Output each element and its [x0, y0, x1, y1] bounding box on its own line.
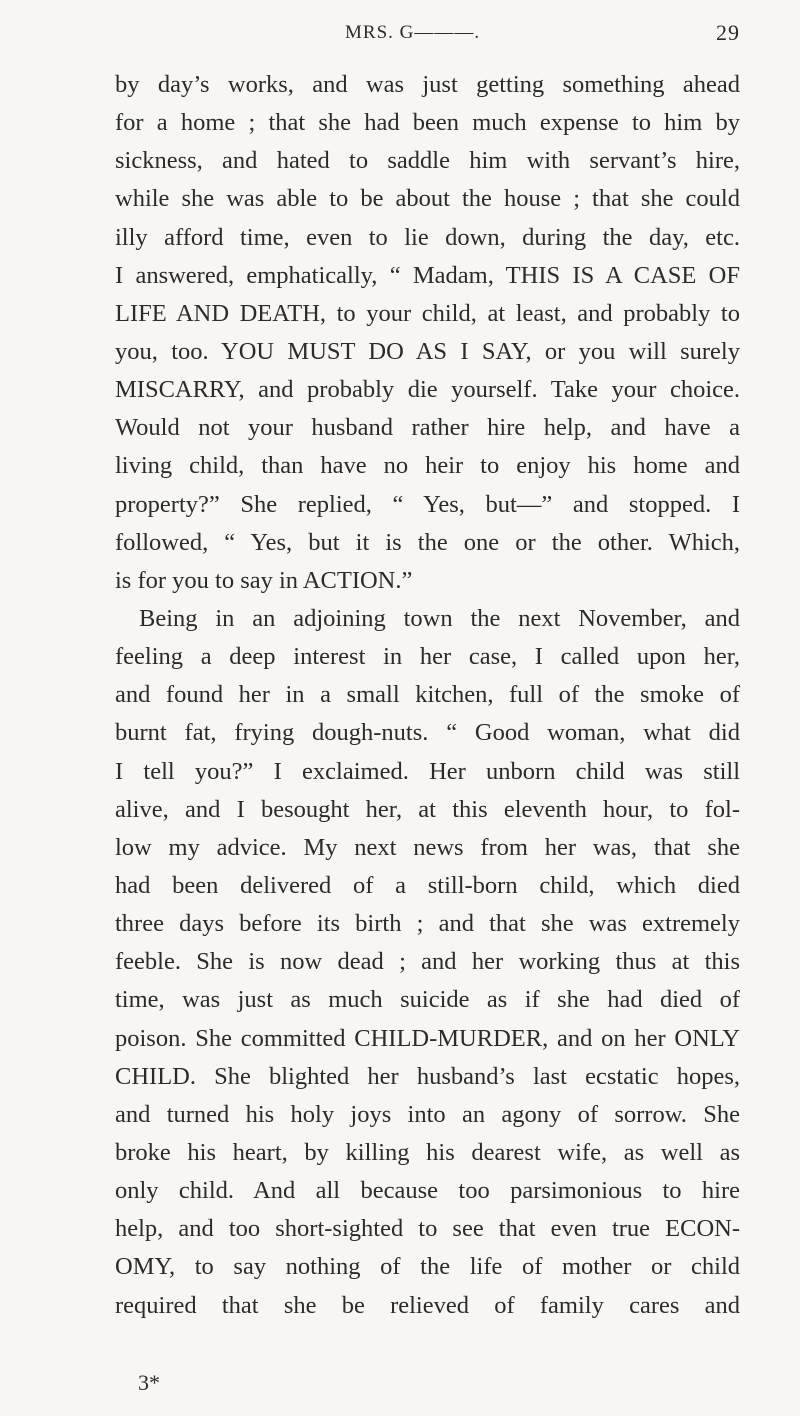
text-line: feeble. She is now dead ; and her working thus at this [115, 948, 740, 976]
text-line: MISCARRY, and probably die yourself. Take your choice. [115, 376, 740, 404]
text-line: and turned his holy joys into an agony of sorrow. She [115, 1100, 740, 1128]
body-text [115, 66, 740, 1325]
running-head [115, 20, 740, 50]
text-line: OMY, to say nothing of the life of mother or child [115, 1253, 740, 1281]
text-line: I answered, emphatically, “ Madam, THIS IS A CASE OF [115, 261, 740, 289]
text-line: and found her in a small kitchen, full of the smoke of [115, 681, 740, 709]
text-line: feeling a deep interest in her case, I called upon her, [115, 643, 740, 671]
page-number: 29 [716, 20, 740, 45]
text-line: property?” She replied, “ Yes, but—” and stopped. I [115, 490, 740, 518]
text-line: while she was able to be about the house ; that she could [115, 185, 740, 213]
text-line: is for you to say in ACTION.” [115, 566, 413, 594]
text-line: burnt fat, frying dough-nuts. “ Good woman, what did [115, 719, 740, 747]
text-line: living child, than have no heir to enjoy his home and [115, 452, 740, 480]
text-line: I tell you?” I exclaimed. Her unborn child was still [115, 757, 740, 785]
text-line: required that she be relieved of family cares and [115, 1291, 740, 1319]
text-line: alive, and I besought her, at this eleventh hour, to fol- [115, 795, 740, 823]
text-line: Would not your husband rather hire help, and have a [115, 414, 740, 442]
text-line: had been delivered of a still-born child, which died [115, 871, 740, 899]
text-line: time, was just as much suicide as if she had died of [115, 986, 740, 1014]
text-line: you, too. YOU MUST DO AS I SAY, or you will surely [115, 337, 740, 365]
text-line: sickness, and hated to saddle him with servant’s hire, [115, 147, 740, 175]
running-title: MRS. G———. [345, 22, 481, 43]
text-line: help, and too short-sighted to see that even true ECON- [115, 1215, 740, 1243]
text-line: Being in an adjoining town the next November, and [139, 604, 740, 632]
signature-mark: 3* [138, 1370, 160, 1395]
text-line: followed, “ Yes, but it is the one or the other. Which, [115, 528, 740, 556]
text-line: only child. And all because too parsimonious to hire [115, 1177, 740, 1205]
text-line: LIFE AND DEATH, to your child, at least, and probably to [115, 299, 740, 327]
text-line: for a home ; that she had been much expense to him by [115, 109, 740, 137]
text-line: three days before its birth ; and that she was extremely [115, 910, 740, 938]
text-line: low my advice. My next news from her was, that she [115, 833, 740, 861]
text-line: poison. She committed CHILD-MURDER, and on her ONLY [115, 1024, 740, 1052]
text-line: CHILD. She blighted her husband’s last ecstatic hopes, [115, 1062, 740, 1090]
text-line: illy afford time, even to lie down, during the day, etc. [115, 223, 740, 251]
text-line: broke his heart, by killing his dearest wife, as well as [115, 1138, 740, 1166]
text-line: by day’s works, and was just getting something ahead [115, 71, 740, 98]
